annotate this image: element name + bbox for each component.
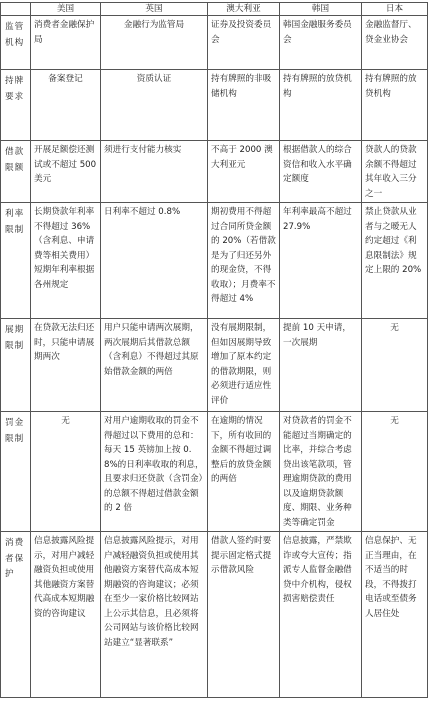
column-header-australia: 澳大利亚 — [208, 3, 280, 16]
table-cell: 证券及投资委员会 — [208, 16, 280, 70]
table-row — [1, 70, 428, 141]
table-cell: 在逾期的情况下，所有收回的金额不得超过调整后的放贷金额的两倍 — [208, 412, 280, 532]
table-cell: 无 — [362, 412, 428, 532]
row-header: 监管机构 — [1, 16, 31, 70]
table-cell: 信息披露风险提示，对用户减轻融资负担或使用其他融资方案替代高成本短期融资的咨询建议 — [31, 532, 101, 698]
table-cell: 期初费用不得超过合同所贷金额的 20%（若借款是为了归还另外的现金贷，不得收取）；月费率不得超过 4% — [208, 203, 280, 319]
table-cell: 金融行为监管局 — [101, 16, 208, 70]
table-cell: 无 — [362, 319, 428, 412]
table-cell: 信息披露风险提示，对用户减轻融资负担或使用其他融资方案替代高成本短期融资的咨询建议；必须在至少一家价格比较网站上公示其信息，且必须将公司网站与该价格比较网站建立“显著联系” — [101, 532, 208, 698]
column-header-uk: 英国 — [101, 3, 208, 16]
column-header-japan: 日本 — [362, 3, 428, 16]
table-header-row — [1, 3, 428, 16]
corner-cell — [1, 3, 31, 16]
table-cell: 持有牌照的放贷机构 — [362, 70, 428, 141]
table-cell: 须进行支付能力核实 — [101, 141, 208, 203]
table-cell: 禁止贷款从业者与之暧无人约定超过《利息限制法》规定上限的 20% — [362, 203, 428, 319]
table-cell: 在贷款无法归还时，只能申请展期两次 — [31, 319, 101, 412]
table-cell: 根据借款人的综合资信和收入水平确定额度 — [280, 141, 362, 203]
table-row — [1, 412, 428, 532]
table-cell: 消费者金融保护局 — [31, 16, 101, 70]
table-cell: 用户只能申请两次展期，两次展期后其借款总额（含利息）不得超过其原始借款金额的两倍 — [101, 319, 208, 412]
table-row — [1, 319, 428, 412]
row-header: 借款限额 — [1, 141, 31, 203]
row-header: 持牌要求 — [1, 70, 31, 141]
row-header: 消费者保护 — [1, 532, 31, 698]
row-header: 利率限制 — [1, 203, 31, 319]
table-cell: 信息保护、无正当理由，在不适当的时段，不得拨打电话或至债务人居住处 — [362, 532, 428, 698]
table-cell: 对用户逾期收取的罚金不得超过以下费用的总和：每天 15 英镑加上按 0.8%的日利率收取的利息，且要求归还贷款（含罚金）的总额不得超过借款金额的 2 倍 — [101, 412, 208, 532]
table-row — [1, 532, 428, 698]
table-cell: 资质认证 — [101, 70, 208, 141]
table-cell: 不高于 2000 澳大利亚元 — [208, 141, 280, 203]
table-cell: 韩国金融服务委员会 — [280, 16, 362, 70]
table-cell: 贷款人的贷款余额不得超过其年收入三分之一 — [362, 141, 428, 203]
regulation-comparison-table — [0, 2, 428, 698]
table-cell: 持有牌照的放贷机构 — [280, 70, 362, 141]
table-cell: 借款人签约时要提示固定格式提示借款风险 — [208, 532, 280, 698]
table-cell: 持有牌照的非吸储机构 — [208, 70, 280, 141]
column-header-korea: 韩国 — [280, 3, 362, 16]
table-cell: 年利率最高不超过 27.9% — [280, 203, 362, 319]
column-header-usa: 美国 — [31, 3, 101, 16]
table-cell: 提前 10 天申请，一次展期 — [280, 319, 362, 412]
row-header: 罚金限制 — [1, 412, 31, 532]
table-cell: 无 — [31, 412, 101, 532]
table-cell: 备案登记 — [31, 70, 101, 141]
table-cell: 长期贷款年利率不得超过 36%（含利息、申请费等相关费用）短期年利率根据各州规定 — [31, 203, 101, 319]
row-header: 展期限制 — [1, 319, 31, 412]
table-cell: 对贷款者的罚金不能超过当期确定的比率，并综合考虑贷出该笔款项，管理逾期贷款的费用以及逾期贷款额度、期限、业务种类等确定罚金 — [280, 412, 362, 532]
table-cell: 没有展期限制，但如因展期导致增加了原本约定的借款期限，则必须进行适应性评价 — [208, 319, 280, 412]
table-row — [1, 16, 428, 70]
table-cell: 开展足额偿还测试或不超过 500 美元 — [31, 141, 101, 203]
table-row — [1, 203, 428, 319]
table-row — [1, 141, 428, 203]
table-cell: 日利率不超过 0.8% — [101, 203, 208, 319]
table-cell: 金融监督厅、贷金业协会 — [362, 16, 428, 70]
table-cell: 信息披露，严禁欺诈或夸大宣传；指派专人监督金融借贷中介机构，侵权损害赔偿责任 — [280, 532, 362, 698]
